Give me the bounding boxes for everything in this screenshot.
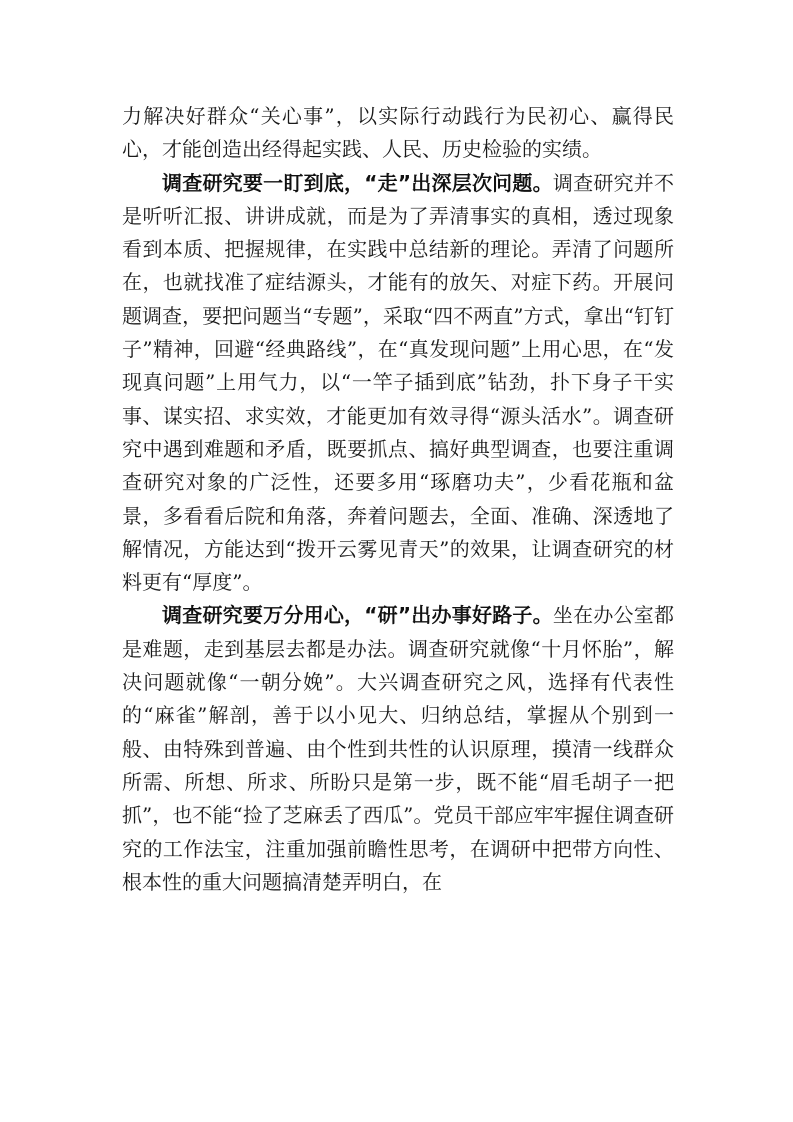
paragraph-2-heading: 调查研究要一盯到底，“走”出深层次问题。 — [162, 170, 553, 195]
paragraph-3-heading: 调查研究要万分用心，“研”出办事好路子。 — [162, 603, 553, 628]
paragraph-2 — [122, 167, 674, 600]
paragraph-1 — [122, 100, 674, 167]
paragraph-1-body: 力解决好群众“关心事”，以实际行动践行为民初心、赢得民心，才能创造出经得起实践、人民、历史检验的实绩。 — [122, 104, 674, 162]
paragraph-3-body: 坐在办公室都是难题，走到基层去都是办法。调查研究就像“十月怀胎”，解决问题就像“一朝分娩”。大兴调查研究之风，选择有代表性的“麻雀”解剖，善于以小见大、归纳总结，掌握从个别到一般、由特殊到普遍、由个性到共性的认识原理，摸清一线群众所需、所想、所求、所盼只是第一步，既不能“眉毛胡子一把抓”，也不能“捡了芝麻丢了西瓜”。党员干部应牢牢握住调查研究的工作法宝，注重加强前瞻性思考，在调研中把带方向性、根本性的重大问题搞清楚弄明白，在 — [122, 603, 675, 894]
paragraph-2-body: 调查研究并不是听听汇报、讲讲成就，而是为了弄清事实的真相，透过现象看到本质、把握规律，在实践中总结新的理论。弄清了问题所在，也就找准了症结源头，才能有的放矢、对症下药。开展问题调查，要把问题当“专题”，采取“四不两直”方式，拿出“钉钉子”精神，回避“经典路线”，在“真发现问题”上用心思，在“发现真问题”上用气力，以“一竿子插到底”钻劲，扑下身子干实事、谋实招、求实效，才能更加有效寻得“源头活水”。调查研究中遇到难题和矛盾，既要抓点、搞好典型调查，也要注重调查研究对象的广泛性，还要多用“琢磨功夫”，少看花瓶和盆景，多看看后院和角落，奔着问题去，全面、准确、深透地了解情况，方能达到“拨开云雾见青天”的效果，让调查研究的材料更有“厚度”。 — [122, 170, 675, 595]
paragraph-3 — [122, 599, 674, 899]
article-body — [122, 100, 674, 899]
